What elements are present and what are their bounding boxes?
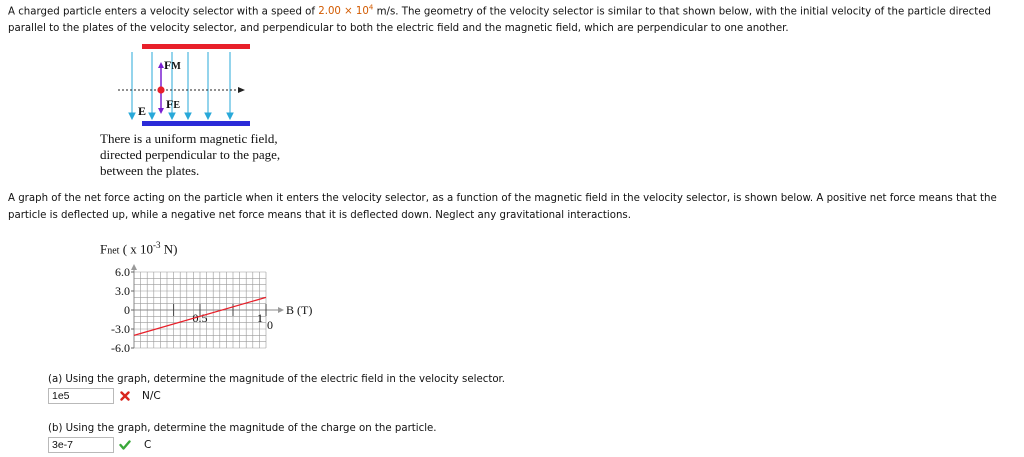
y-axis-arrow-icon (131, 264, 137, 270)
fe-label-sub: E (173, 100, 181, 111)
speed-mantissa: 2.00 × 10 (318, 6, 369, 18)
intro-paragraph (8, 0, 1016, 37)
part-b-question: (b) Using the graph, determine the magnitude of the charge on the particle. (48, 423, 437, 434)
diagram-caption: There is a uniform magnetic field, directed perpendicular to the page, between the plates. (100, 131, 281, 178)
net-force-chart (96, 260, 336, 360)
y-tick-label: 3.0 (115, 284, 130, 298)
ylabel-units-pre: ( x 10 (119, 241, 154, 257)
y-tick-label: 6.0 (115, 265, 130, 279)
part-a-answer-field[interactable]: 1e5 (48, 388, 114, 404)
ylabel-sub: net (107, 245, 120, 257)
bottom-plate (142, 121, 250, 126)
intro-text-1: A charged particle enters a velocity selector with a speed of (8, 6, 319, 18)
particle (157, 86, 164, 93)
e-field-label: E (138, 104, 147, 118)
fm-label-main: F (164, 58, 172, 72)
graph-intro-paragraph: A graph of the net force acting on the particle when it enters the velocity selector, as a function of the magnetic field in the velocity selector, is shown below. A positive net force means that the particle is deflected up, while a negative net force means that it is deflected down. Neglect any gravitational interactions. (8, 193, 997, 221)
speed-unit: m/s (373, 6, 396, 18)
speed-exponent: 4 (368, 4, 374, 12)
y-tick-label: -3.0 (111, 322, 130, 336)
part-b-unit: C (144, 439, 152, 451)
x-axis-arrow-icon (278, 307, 284, 313)
velocity-arrow-icon (238, 87, 245, 93)
y-tick-label: 0 (124, 303, 130, 317)
ylabel-main: F (100, 241, 108, 257)
part-a-question: (a) Using the graph, determine the magnitude of the electric field in the velocity selector. (48, 374, 506, 385)
chart-ylabel (100, 240, 178, 257)
x-axis-label: B (T) (286, 303, 313, 317)
y-tick-label: -6.0 (111, 341, 130, 355)
ylabel-units-post: N) (160, 241, 178, 257)
intro-text-2: . The geometry of the velocity selector is similar to that shown below, with the initial velocity of the particle directed parallel to the plates of the velocity selector, and perpendicular to both the electric field and the magnetic field, which are perpendicular to one another. (8, 6, 991, 35)
fe-label-main: F (166, 97, 174, 111)
fe-label (166, 97, 180, 112)
speed-value (318, 6, 373, 17)
velocity-selector-diagram (110, 44, 260, 130)
fm-label-sub: M (171, 61, 181, 72)
x-tick-label: 1 (257, 311, 263, 325)
part-a-unit: N/C (142, 390, 161, 402)
x-tick-label: 0.5 (192, 311, 208, 325)
cross-icon (120, 391, 130, 401)
check-icon (119, 440, 131, 450)
x-tick-label: 0 (267, 318, 273, 332)
top-plate (142, 44, 250, 49)
part-b-answer-field[interactable]: 3e-7 (48, 437, 114, 453)
fm-label (164, 58, 181, 73)
electric-force-arrowhead-icon (158, 108, 164, 114)
ylabel-exp: -3 (153, 240, 161, 250)
